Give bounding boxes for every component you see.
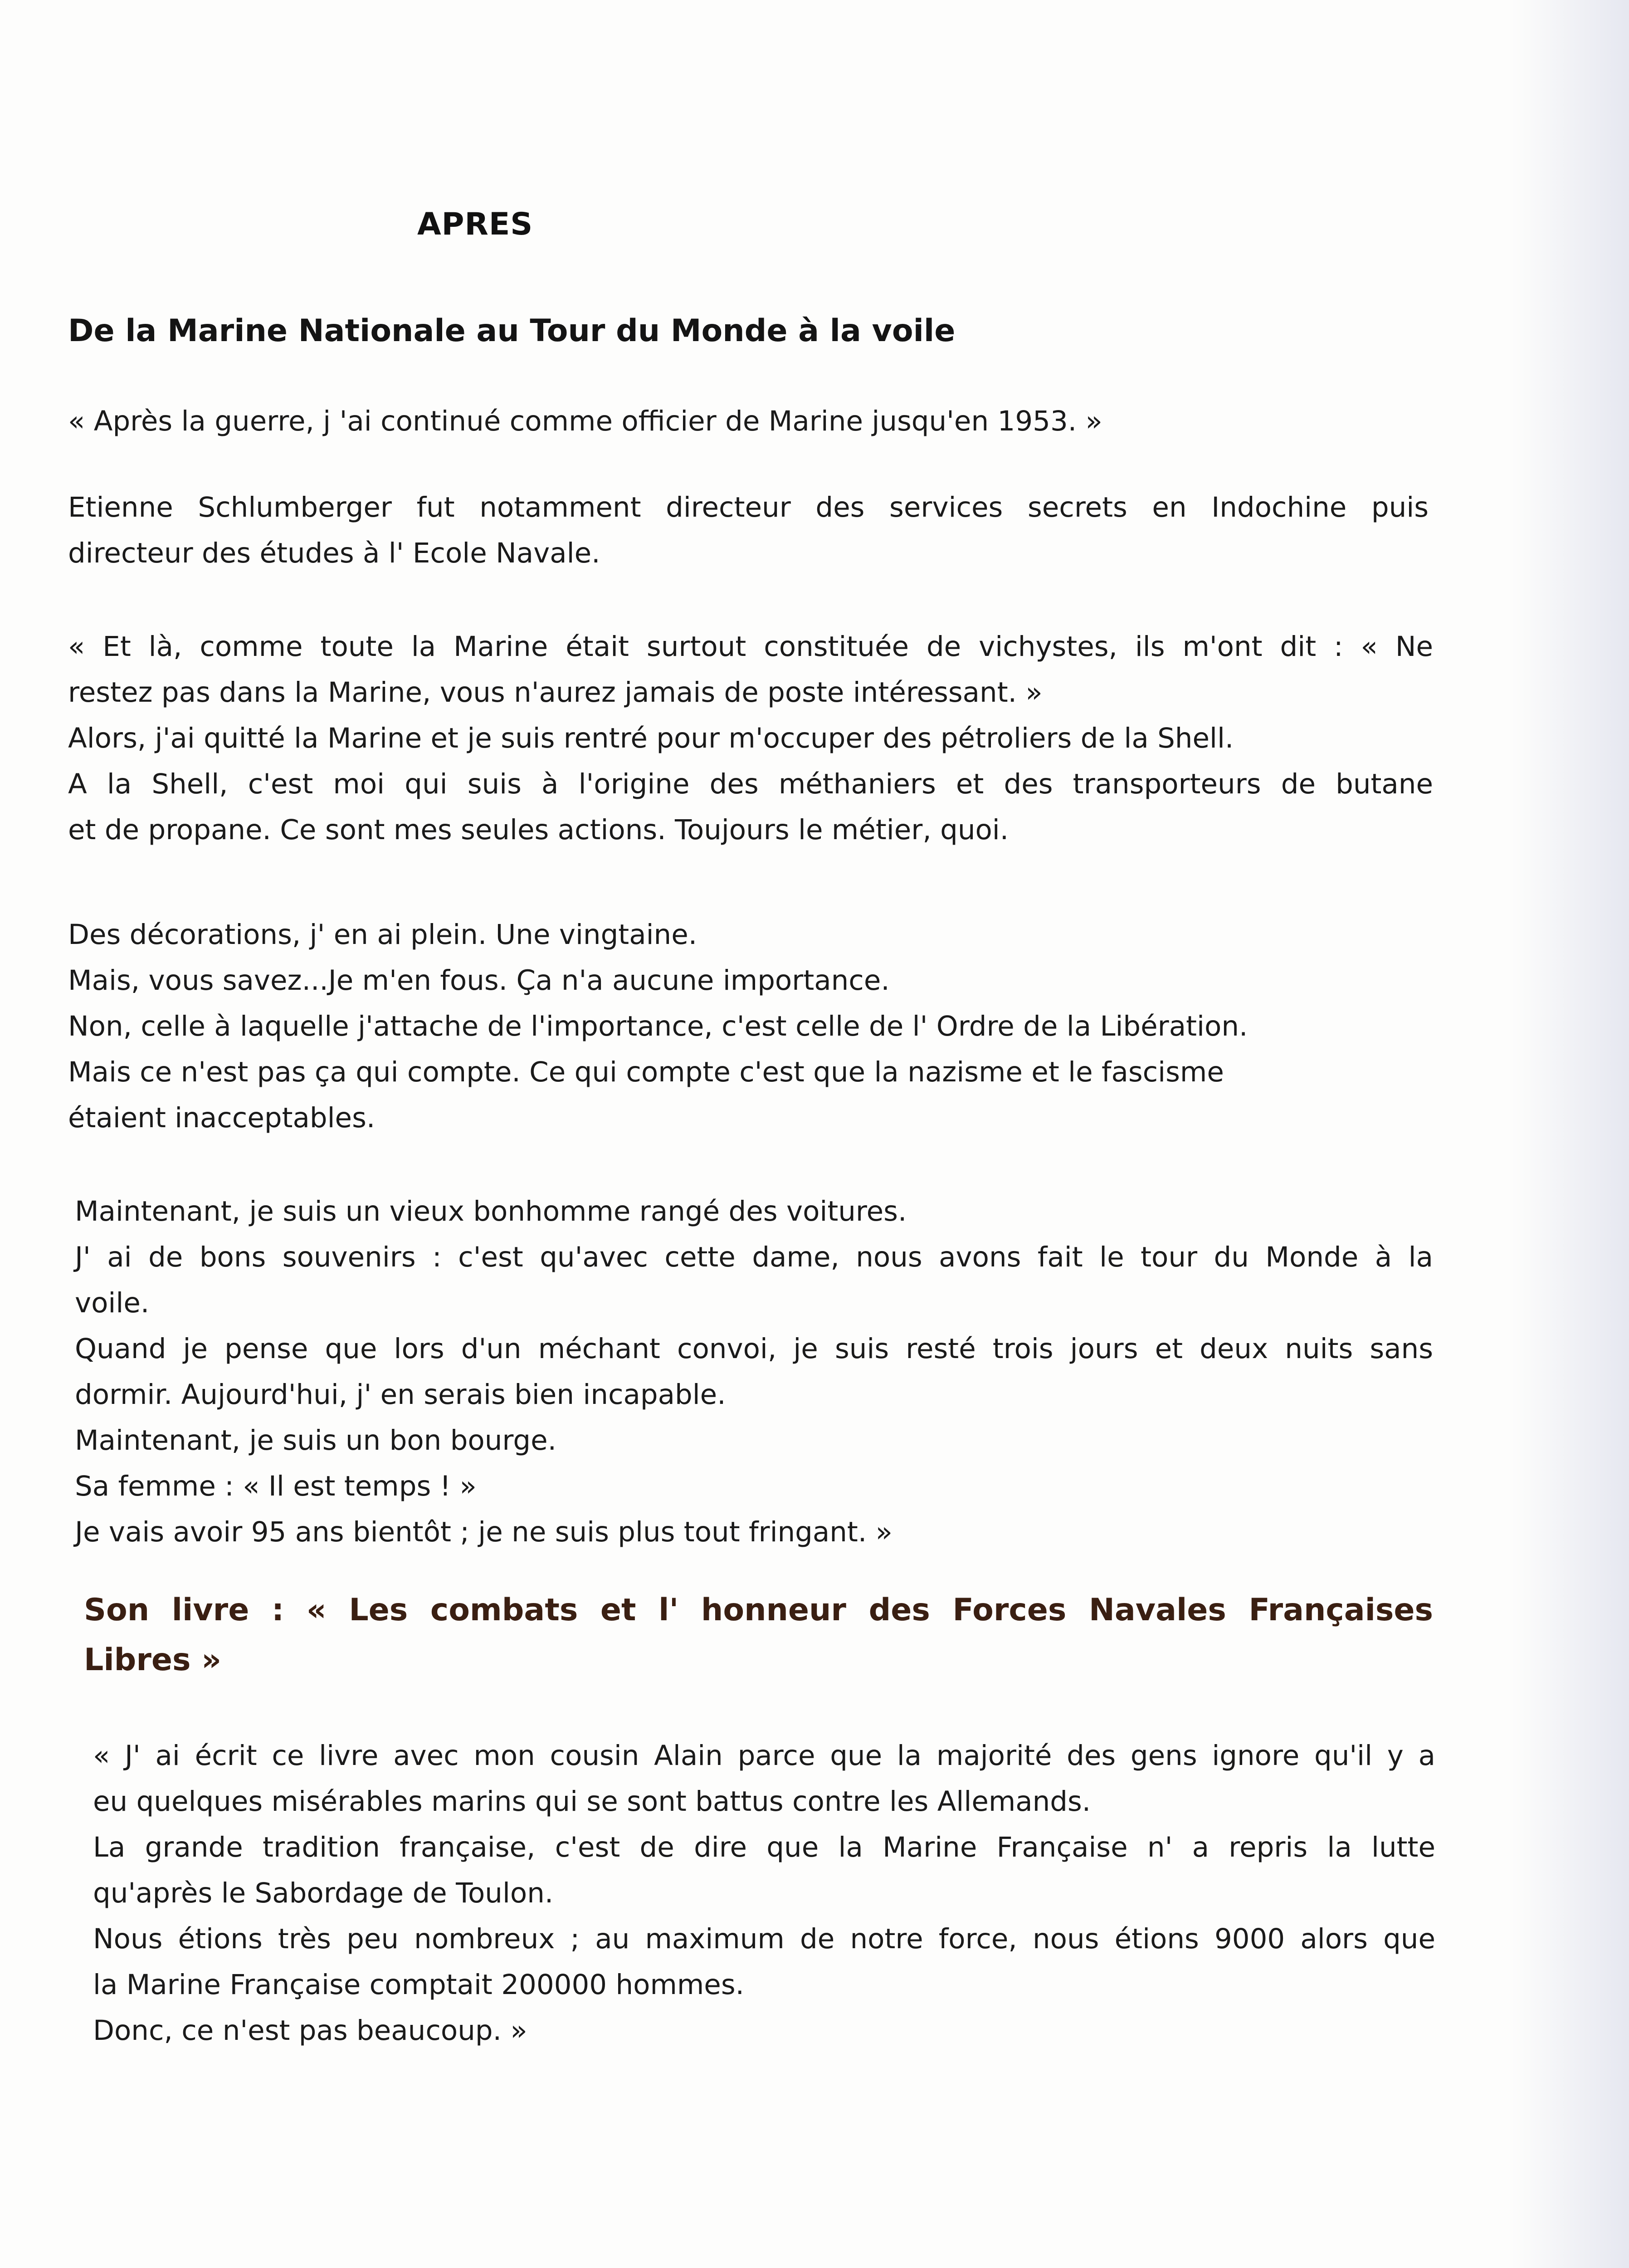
paragraph-livre [93, 1733, 1435, 2053]
paragraph-vichystes [68, 624, 1433, 853]
text-line: Mais, vous savez...Je m'en fous. Ça n'a aucune importance. [68, 964, 890, 997]
text-line: la Marine Française comptait 200000 hommes. [93, 1969, 745, 2001]
text-line: Nous étions très peu nombreux ; au maximum de notre force, nous étions 9000 alors que [93, 1923, 1435, 1955]
text-line: voile. [75, 1287, 150, 1319]
text-line: La grande tradition française, c'est de dire que la Marine Française n' a repris la lutte [93, 1831, 1435, 1863]
text-line: A la Shell, c'est moi qui suis à l'origine des méthaniers et des transporteurs de butane [68, 768, 1433, 800]
paragraph-maintenant [75, 1188, 1433, 1555]
paragraph-decorations [68, 912, 1248, 1141]
text-line: Mais ce n'est pas ça qui compte. Ce qui compte c'est que la nazisme et le fascisme [68, 1056, 1224, 1088]
text-line: et de propane. Ce sont mes seules actions. Toujours le métier, quoi. [68, 814, 1009, 846]
page-title: APRES [417, 206, 533, 242]
page-edge-shadow [1511, 0, 1629, 2268]
text-line: qu'après le Sabordage de Toulon. [93, 1877, 554, 1909]
text-line: « J' ai écrit ce livre avec mon cousin Alain parce que la majorité des gens ignore qu'il y a [93, 1740, 1435, 1772]
text-line: dormir. Aujourd'hui, j' en serais bien incapable. [75, 1378, 726, 1411]
paragraph-after-war [68, 398, 1102, 444]
text-line: « Et là, comme toute la Marine était surtout constituée de vichystes, ils m'ont dit : « Ne [68, 631, 1433, 663]
text-line: eu quelques misérables marins qui se sont battus contre les Allemands. [93, 1785, 1091, 1818]
paragraph-schlumberger [68, 484, 1429, 576]
text-line: directeur des études à l' Ecole Navale. [68, 537, 600, 569]
text-line: Alors, j'ai quitté la Marine et je suis rentré pour m'occuper des pétroliers de la Shell. [68, 722, 1234, 754]
text-line: Donc, ce n'est pas beaucoup. » [93, 2014, 527, 2047]
text-line: Maintenant, je suis un bon bourge. [75, 1424, 557, 1457]
text-line: Je vais avoir 95 ans bientôt ; je ne suis plus tout fringant. » [75, 1516, 893, 1548]
text-line: Non, celle à laquelle j'attache de l'importance, c'est celle de l' Ordre de la Libération. [68, 1010, 1248, 1042]
section-heading-son-livre [84, 1585, 1433, 1685]
text-line: Des décorations, j' en ai plein. Une vingtaine. [68, 919, 697, 951]
heading-line: Son livre : « Les combats et l' honneur des Forces Navales Françaises [84, 1592, 1433, 1628]
text-line: J' ai de bons souvenirs : c'est qu'avec cette dame, nous avons fait le tour du Monde à la [75, 1241, 1433, 1273]
text-line: Etienne Schlumberger fut notamment directeur des services secrets en Indochine puis [68, 491, 1429, 523]
heading-line: Libres » [84, 1642, 222, 1678]
text-line: restez pas dans la Marine, vous n'aurez jamais de poste intéressant. » [68, 676, 1043, 709]
text-line: Quand je pense que lors d'un méchant convoi, je suis resté trois jours et deux nuits sans [75, 1333, 1433, 1365]
section-heading-marine: De la Marine Nationale au Tour du Monde à la voile [68, 313, 956, 349]
text-line: étaient inacceptables. [68, 1102, 376, 1134]
text-line: Sa femme : « Il est temps ! » [75, 1470, 477, 1502]
text-line: « Après la guerre, j 'ai continué comme officier de Marine jusqu'en 1953. » [68, 405, 1102, 437]
text-line: Maintenant, je suis un vieux bonhomme rangé des voitures. [75, 1195, 907, 1227]
